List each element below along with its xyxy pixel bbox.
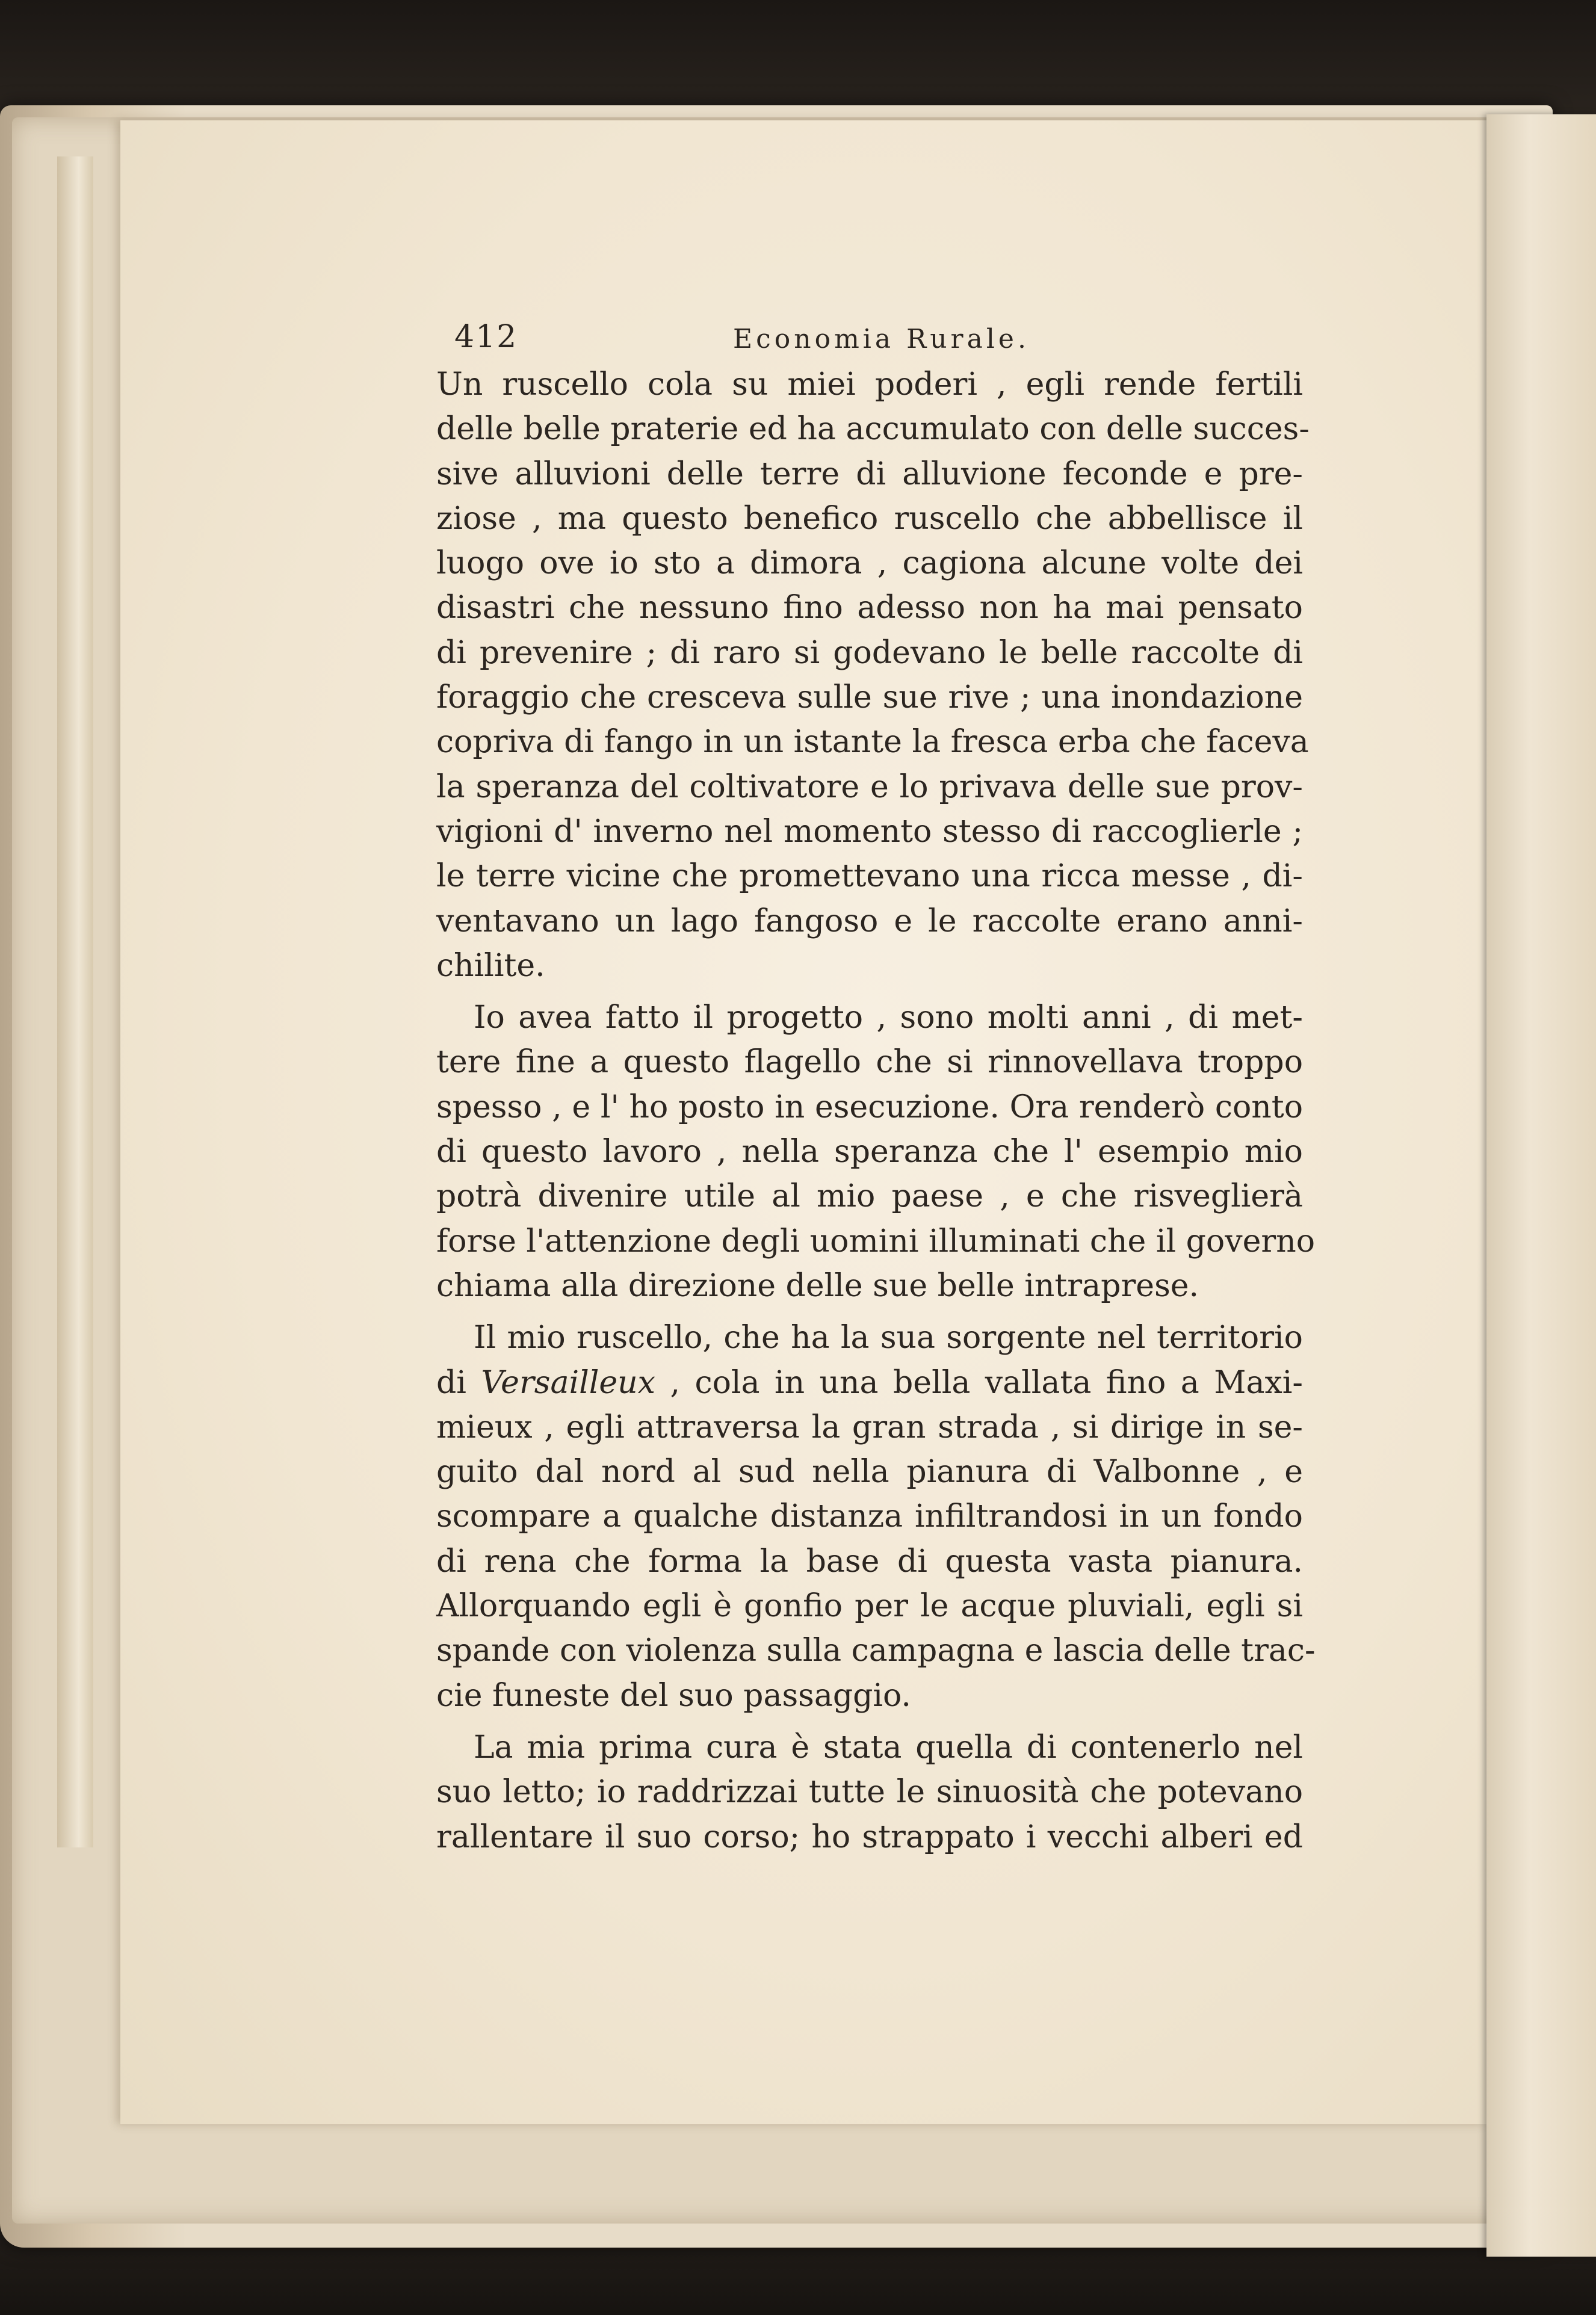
text-line: cie funeste del suo passaggio. — [436, 1677, 911, 1714]
place-name-italic: Versailleux — [481, 1364, 655, 1401]
text-line: spesso , e l' ho posto in esecuzione. Ora renderò conto — [436, 1089, 1303, 1125]
page-number: 412 — [454, 319, 518, 355]
paragraph — [436, 995, 1316, 1308]
paragraph — [436, 1315, 1316, 1718]
text-line: tere fine a questo flagello che si rinnovellava troppo — [436, 1044, 1303, 1081]
running-title: Economia Rurale. — [733, 324, 1030, 354]
text-line: forse l'attenzione degli uomini illuminati che il governo — [436, 1223, 1316, 1259]
text-line: chilite. — [436, 947, 545, 984]
text-line: vigioni d' inverno nel momento stesso di raccoglierle ; — [436, 813, 1303, 850]
running-head — [454, 319, 1056, 361]
text-line: di rena che forma la base di questa vasta pianura. — [436, 1543, 1303, 1580]
text-line: guito dal nord al sud nella pianura di Valbonne , e — [436, 1454, 1303, 1491]
text-line: le terre vicine che promettevano una ricca messe , di- — [436, 858, 1303, 895]
text-line: Un ruscello cola su miei poderi , egli rende fertili — [436, 366, 1303, 403]
text-span: di — [436, 1364, 481, 1401]
text-line: foraggio che cresceva sulle sue rive ; una inondazione — [436, 679, 1303, 716]
text-line — [436, 1361, 1303, 1405]
text-line: di prevenire ; di raro si godevano le belle raccolte di — [436, 634, 1303, 671]
text-span: , cola in una bella vallata fino a Maxi- — [655, 1364, 1303, 1401]
text-line: ziose , ma questo benefico ruscello che abbellisce il — [436, 500, 1303, 537]
text-line: chiama alla direzione delle sue belle intraprese. — [436, 1267, 1199, 1304]
text-line: disastri che nessuno fino adesso non ha mai pensato — [436, 590, 1303, 626]
body-text — [436, 362, 1316, 1859]
paragraph-gap — [436, 1308, 1303, 1315]
text-line: ventavano un lago fangoso e le raccolte erano anni- — [436, 903, 1303, 939]
text-line: luogo ove io sto a dimora , cagiona alcune volte dei — [436, 545, 1303, 582]
paragraph-gap — [436, 1718, 1303, 1725]
facing-page-edge — [1486, 114, 1596, 2257]
paragraph-gap — [436, 988, 1303, 995]
text-line: copriva di fango in un istante la fresca erba che faceva — [436, 724, 1309, 761]
text-line: di questo lavoro , nella speranza che l' esempio mio — [436, 1134, 1303, 1170]
text-line: sive alluvioni delle terre di alluvione feconde e pre- — [436, 456, 1303, 492]
text-line: rallentare il suo corso; ho strappato i vecchi alberi ed — [436, 1819, 1303, 1855]
text-line: Il mio ruscello, che ha la sua sorgente nel territorio — [474, 1320, 1303, 1356]
text-line: mieux , egli attraversa la gran strada , si dirige in se- — [436, 1409, 1303, 1445]
text-line: suo letto; io raddrizzai tutte le sinuosità che potevano — [436, 1774, 1303, 1811]
text-line: scompare a qualche distanza infiltrandosi in un fondo — [436, 1498, 1303, 1535]
text-line: potrà divenire utile al mio paese , e che risveglierà — [436, 1178, 1303, 1215]
text-line: Allorquando egli è gonfio per le acque pluviali, egli si — [436, 1588, 1303, 1625]
left-page-fold — [57, 156, 93, 1847]
text-line: La mia prima cura è stata quella di contenerlo nel — [474, 1729, 1303, 1766]
text-line: la speranza del coltivatore e lo privava delle sue prov- — [436, 768, 1303, 805]
text-line: Io avea fatto il progetto , sono molti anni , di met- — [474, 1000, 1303, 1036]
text-line: delle belle praterie ed ha accumulato con delle succes- — [436, 411, 1310, 448]
paragraph — [436, 1725, 1303, 1859]
paragraph — [436, 362, 1310, 988]
text-line: spande con violenza sulla campagna e lascia delle trac- — [436, 1633, 1316, 1669]
